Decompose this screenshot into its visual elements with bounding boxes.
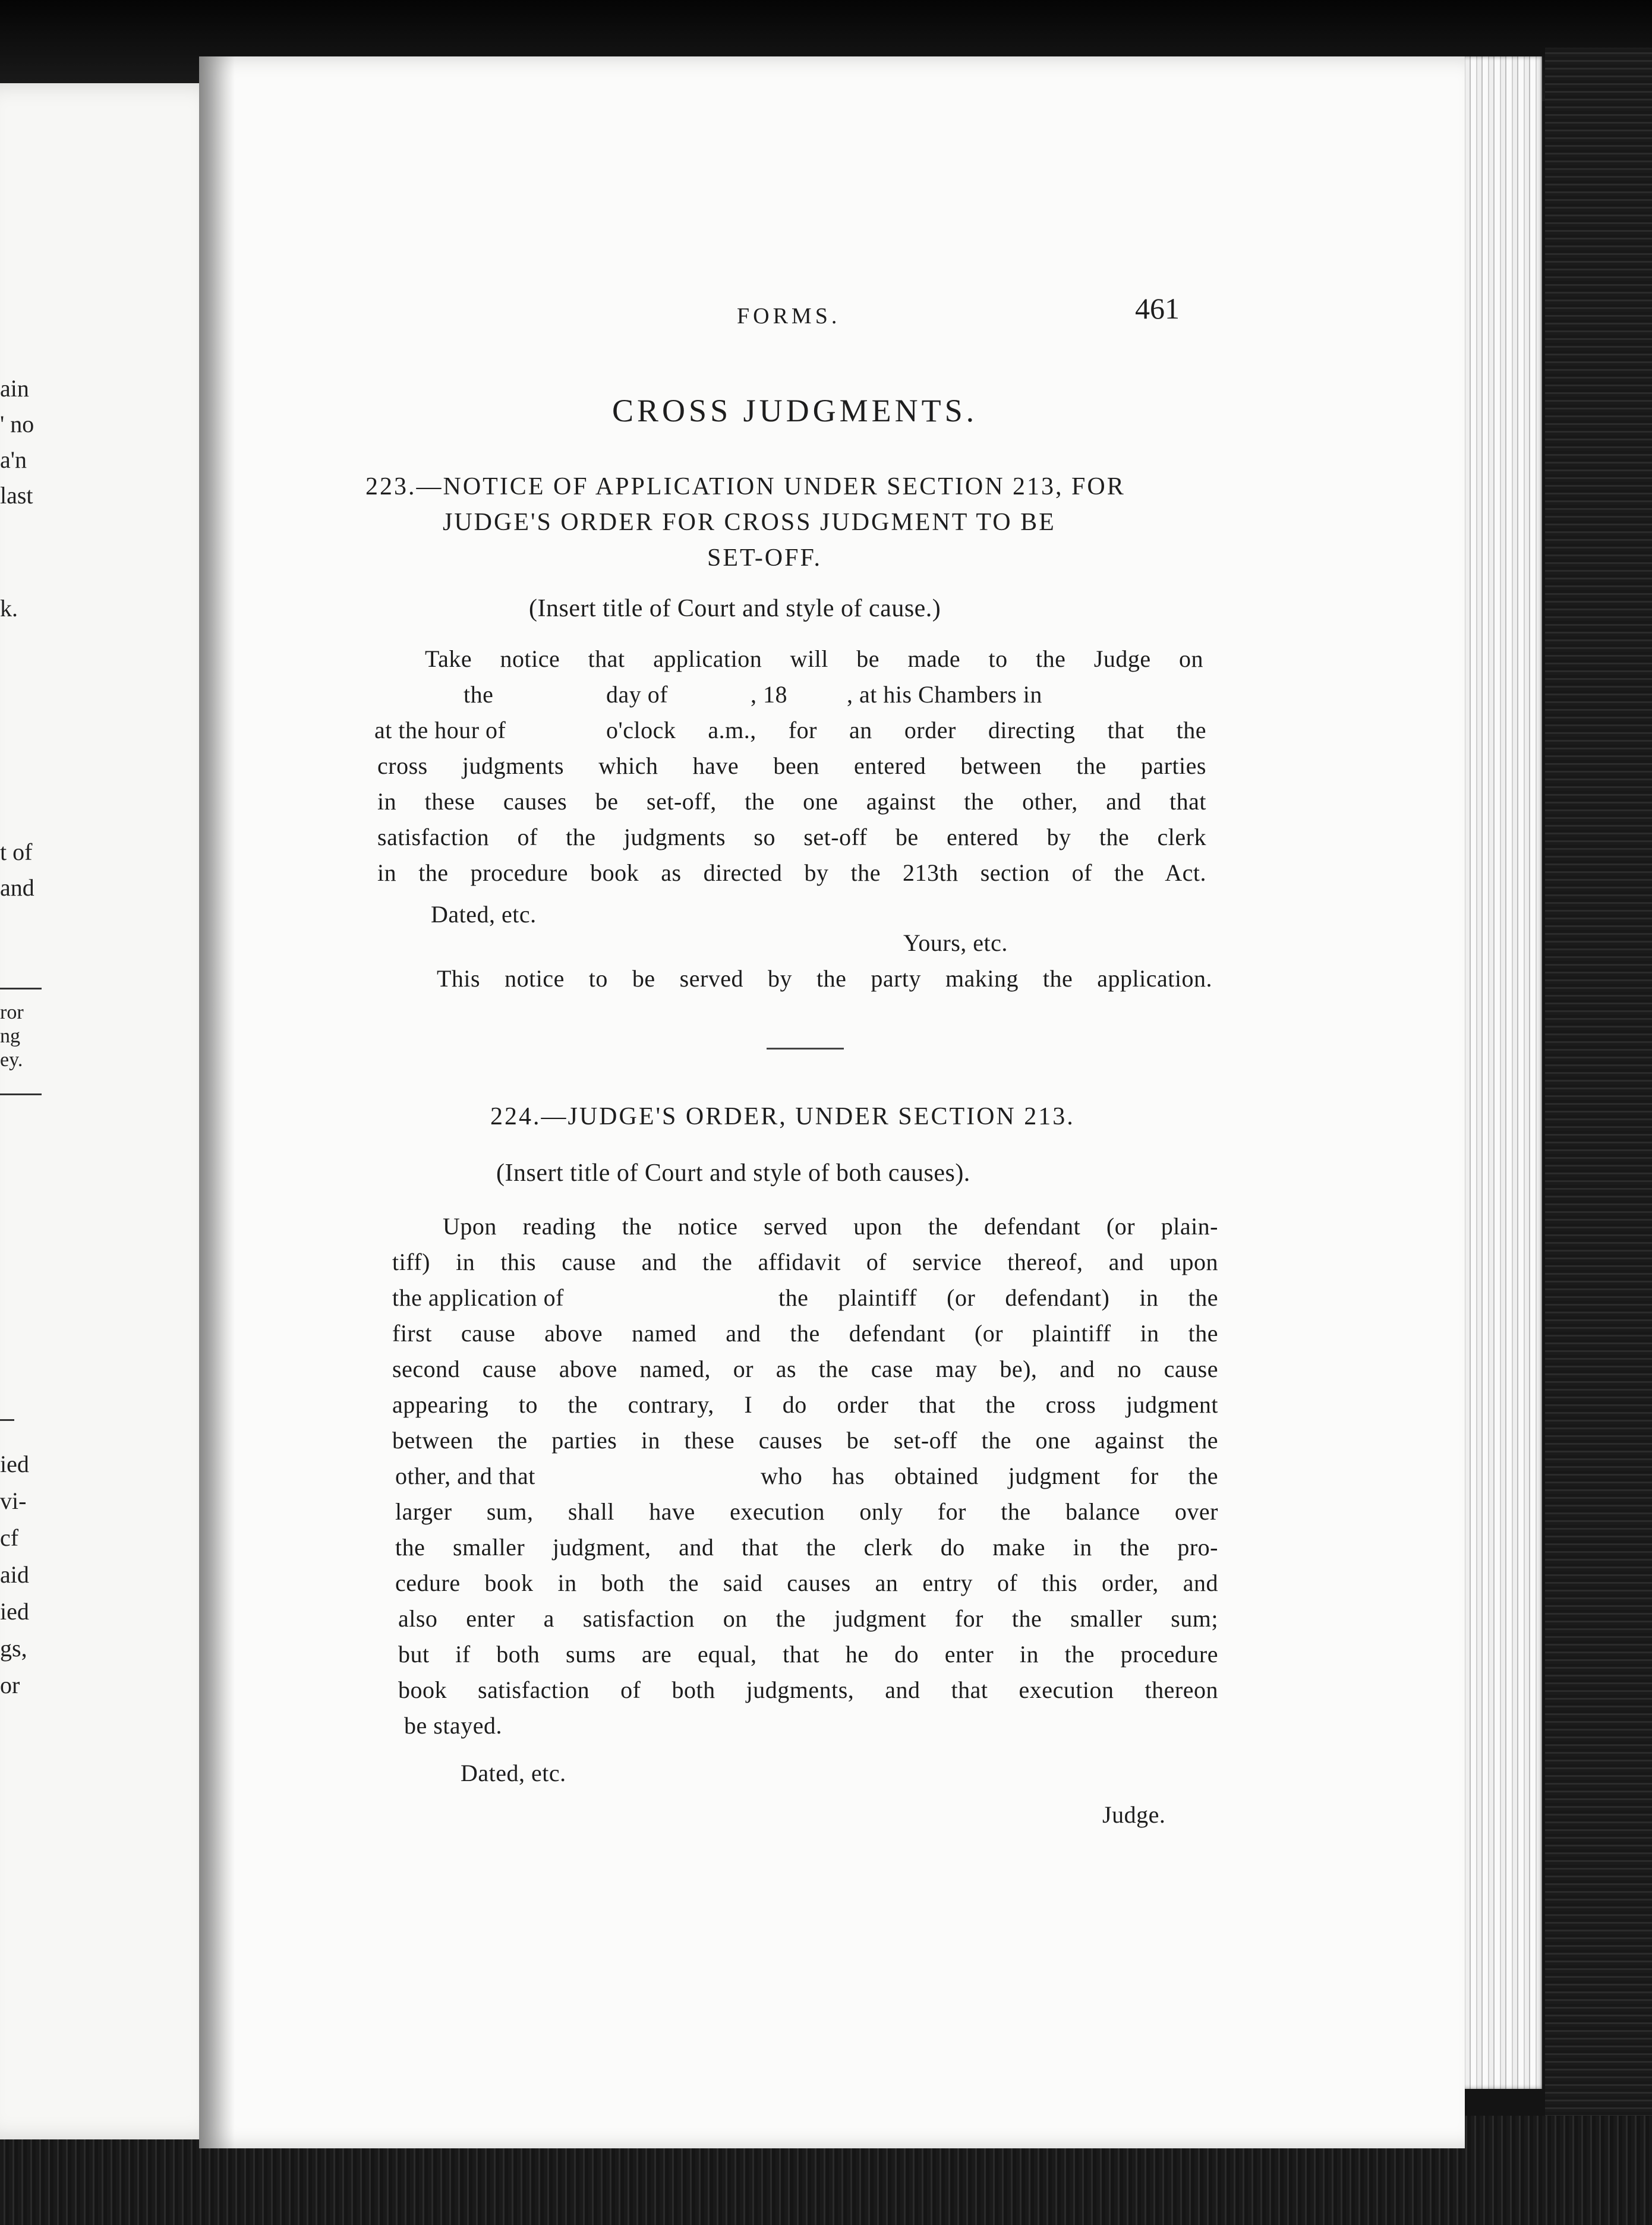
left-fragment: and	[0, 874, 34, 901]
blank-line-text: the	[464, 681, 494, 708]
form-223-dated: Dated, etc.	[431, 901, 537, 928]
form-223-heading-line: JUDGE'S ORDER FOR CROSS JUDGMENT TO BE	[443, 509, 1056, 536]
form-224-last-line: be stayed.	[404, 1712, 502, 1739]
left-fragment: vi-	[0, 1487, 27, 1514]
left-fragment: or	[0, 1672, 20, 1698]
form-223-body-line: cross judgments which have been entered between the parties	[377, 752, 1206, 779]
form-224-body-line: but if both sums are equal, that he do enter in the procedure	[398, 1641, 1218, 1668]
left-rule	[0, 1093, 42, 1095]
blank-line-text: , 18	[751, 681, 787, 708]
spine-shadow	[199, 56, 235, 2148]
form-224-body-line: second cause above named, or as the case may be), and no cause	[392, 1356, 1218, 1382]
form-224-body-line: tiff) in this cause and the affidavit of service thereof, and upon	[392, 1249, 1218, 1275]
right-page	[199, 56, 1465, 2148]
form-224-heading: 224.—JUDGE'S ORDER, UNDER SECTION 213.	[490, 1103, 1075, 1130]
left-fragment: ied	[0, 1451, 29, 1477]
form-223-yours: Yours, etc.	[903, 929, 1008, 956]
form-224-dated: Dated, etc.	[461, 1760, 566, 1786]
form-224-insert-title: (Insert title of Court and style of both causes).	[496, 1159, 970, 1187]
page-number: 461	[1135, 292, 1180, 325]
left-rule	[0, 988, 42, 989]
form-223-body-line: in these causes be set-off, the one against the other, and that	[377, 788, 1206, 815]
blank-line-text: o'clock a.m., for an order directing that the	[606, 717, 1206, 743]
left-fragment: ain	[0, 375, 29, 402]
form-223-body-line: in the procedure book as directed by the 213th section of the Act.	[377, 859, 1206, 886]
left-fragment: ' no	[0, 411, 34, 437]
form-224-body-line: larger sum, shall have execution only for the balance over	[395, 1498, 1218, 1525]
form-223-heading-line: SET-OFF.	[707, 544, 822, 572]
page-edges	[1459, 56, 1542, 2089]
left-fragment: ied	[0, 1598, 29, 1625]
left-fragment: k.	[0, 595, 18, 622]
form-224-body-line: the smaller judgment, and that the clerk do make in the pro-	[395, 1534, 1218, 1561]
left-rule	[0, 1419, 14, 1421]
form-224-body-line: first cause above named and the defendant (or plaintiff in the	[392, 1320, 1218, 1347]
left-fragment: last	[0, 482, 33, 509]
form-224-body-line: Upon reading the notice served upon the defendant (or plain-	[443, 1213, 1218, 1240]
form-223-body-line: Take notice that application will be made to the Judge on	[425, 645, 1203, 672]
blank-line-text: the plaintiff (or defendant) in the	[778, 1284, 1218, 1311]
left-fragment: ng	[0, 1025, 20, 1047]
judge-signature-label: Judge.	[1102, 1801, 1166, 1828]
form-223-body-line: satisfaction of the judgments so set-off be entered by the clerk	[377, 824, 1206, 850]
left-fragment: t of	[0, 839, 33, 865]
left-fragment: a'n	[0, 446, 27, 473]
form-224-body-line: also enter a satisfaction on the judgment for the smaller sum;	[398, 1605, 1218, 1632]
form-224-body-line: book satisfaction of both judgments, and that execution thereon	[398, 1676, 1218, 1703]
blank-line-text: at the hour of	[374, 717, 506, 743]
form-223-insert-title: (Insert title of Court and style of cause.)	[529, 595, 941, 622]
blank-line-text: day of	[606, 681, 669, 708]
form-224-body-line: between the parties in these causes be set-off the one against the	[392, 1427, 1218, 1454]
left-fragment: ror	[0, 1001, 24, 1023]
form-224-body-line: appearing to the contrary, I do order that the cross judgment	[392, 1391, 1218, 1418]
form-223-heading-line: 223.—NOTICE OF APPLICATION UNDER SECTION 213, FOR	[365, 473, 1125, 500]
blank-line-text: other, and that	[395, 1463, 535, 1489]
running-head-title: FORMS.	[737, 304, 841, 329]
blank-line-text: the application of	[392, 1284, 564, 1311]
form-224-body-line: cedure book in both the said causes an entry of this order, and	[395, 1570, 1218, 1596]
form-223-service-note: This notice to be served by the party making the application.	[437, 965, 1212, 992]
left-fragment: gs,	[0, 1635, 27, 1662]
blank-line-text: , at his Chambers in	[847, 681, 1042, 708]
left-fragment: aid	[0, 1561, 29, 1588]
left-fragment: ey.	[0, 1049, 23, 1071]
left-fragment: cf	[0, 1524, 19, 1551]
section-divider	[767, 1048, 844, 1050]
blank-line-text: who has obtained judgment for the	[761, 1463, 1218, 1489]
section-title: CROSS JUDGMENTS.	[612, 393, 978, 428]
book-cover-edge	[1545, 48, 1652, 2128]
